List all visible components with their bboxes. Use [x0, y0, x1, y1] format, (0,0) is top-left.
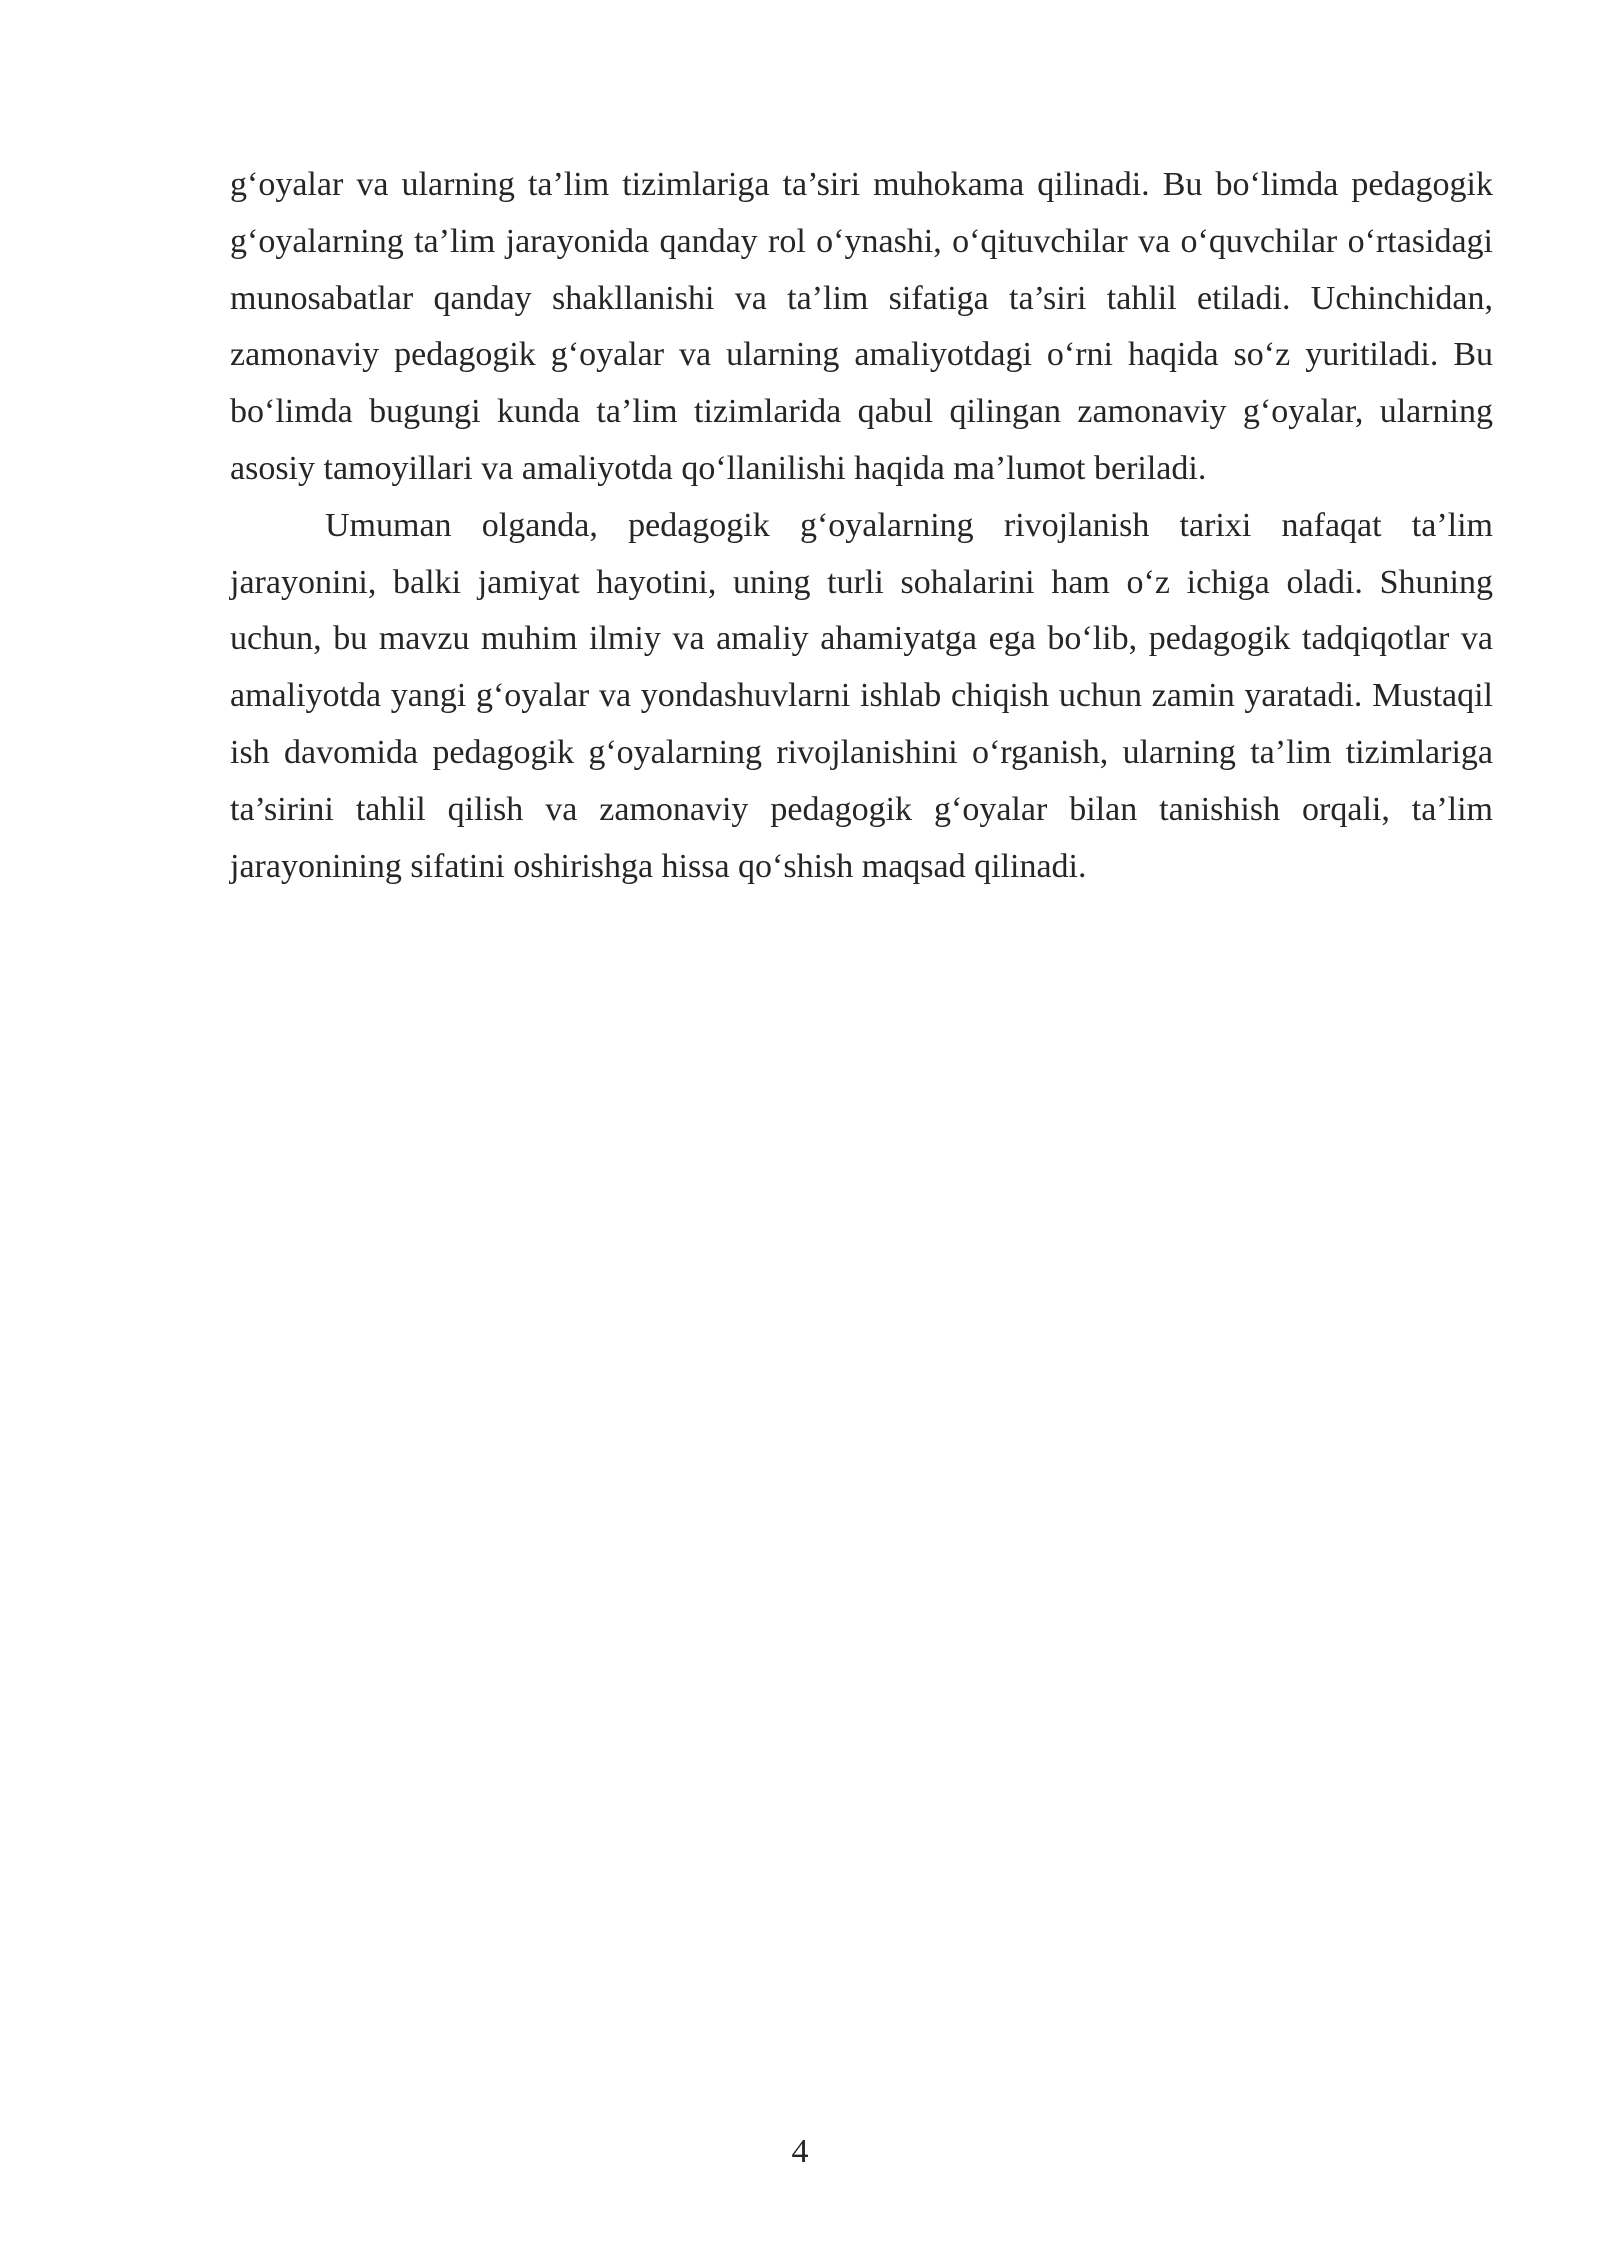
page-number: 4: [791, 2133, 809, 2170]
document-body: [230, 157, 1493, 895]
paragraph-summary: Umuman olganda, pedagogik g‘oyalarning rivojlanish tarixi nafaqat ta’lim jarayonini, balki jamiyat hayotini, uning turli sohalarini ham o‘z ichiga oladi. Shuning uchun, bu mavzu muhim ilmiy va amaliy ahamiyatga ega bo‘lib, pedagogik tadqiqotlar va amaliyotda yangi g‘oyalar va yondashuvlarni ishlab chiqish uchun zamin yaratadi. Mustaqil ish davomida pedagogik g‘oyalarning rivojlanishini o‘rganish, ularning ta’lim tizimlariga ta’sirini tahlil qilish va zamonaviy pedagogik g‘oyalar bilan tanishish orqali, ta’lim jarayonining sifatini oshirishga hissa qo‘shish maqsad qilinadi.: [230, 506, 1493, 885]
paragraph-continuation: g‘oyalar va ularning ta’lim tizimlariga ta’siri muhokama qilinadi. Bu bo‘limda pedagogik g‘oyalarning ta’lim jarayonida qanday rol o‘ynashi, o‘qituvchilar va o‘quvchilar o‘rtasidagi munosabatlar qanday shakllanishi va ta’lim sifatiga ta’siri tahlil etiladi. Uchinchidan, zamonaviy pedagogik g‘oyalar va ularning amaliyotdagi o‘rni haqida so‘z yuritiladi. Bu bo‘limda bugungi kunda ta’lim tizimlarida qabul qilingan zamonaviy g‘oyalar, ularning asosiy tamoyillari va amaliyotda qo‘llanilishi haqida ma’lumot beriladi.: [230, 166, 1493, 487]
